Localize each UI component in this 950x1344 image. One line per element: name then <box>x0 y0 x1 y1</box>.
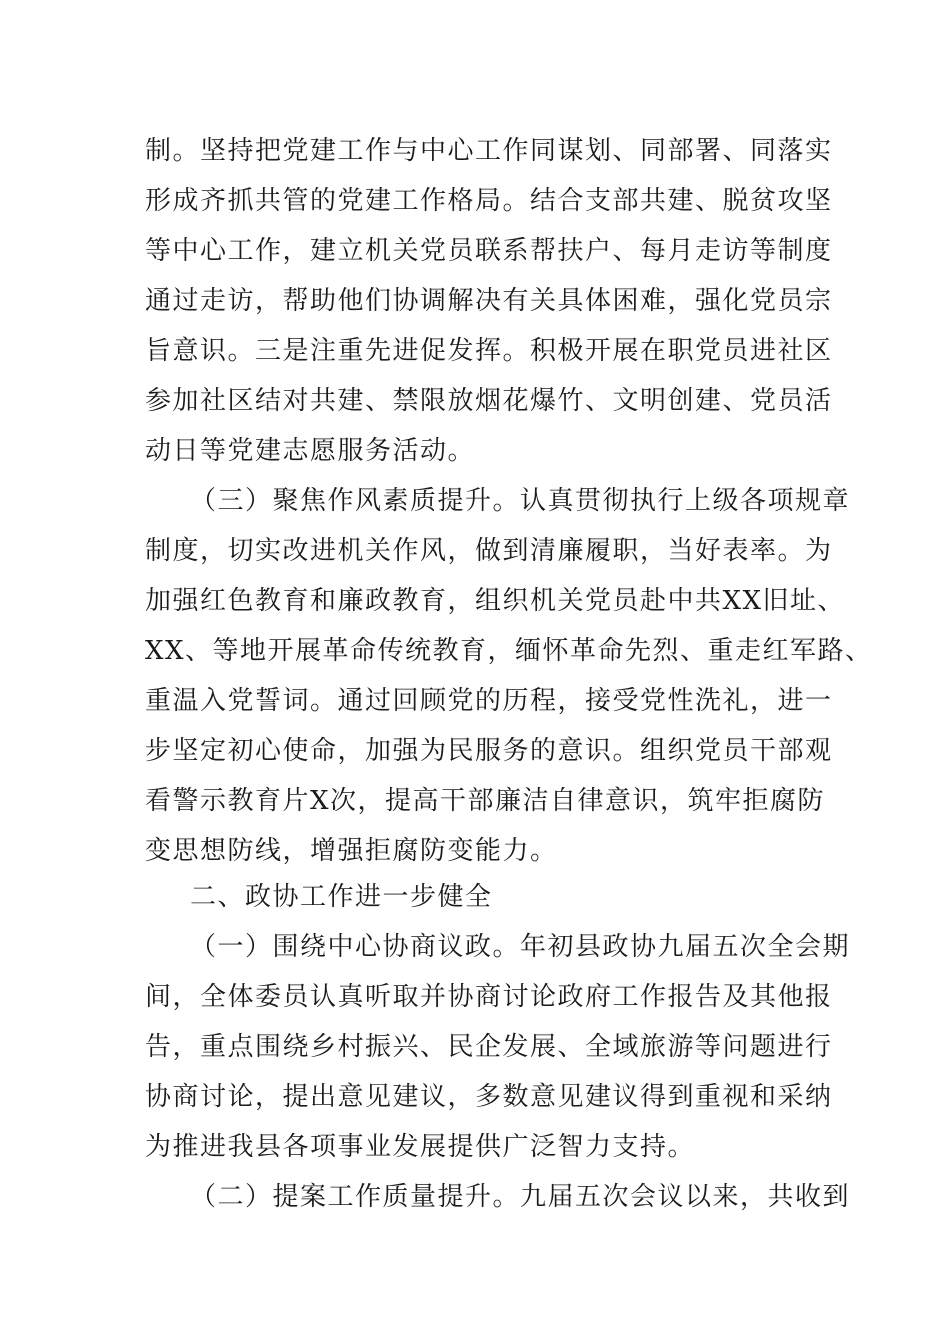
section-heading: 二、政协工作进一步健全 <box>190 882 493 912</box>
text-line: 形成齐抓共管的党建工作格局。结合支部共建、脱贫攻坚 <box>145 186 833 216</box>
text-line: 协商讨论，提出意见建议，多数意见建议得到重视和采纳 <box>145 1082 833 1112</box>
text-line: 变思想防线，增强拒腐防变能力。 <box>145 836 558 866</box>
paragraph-start-line: （三）聚焦作风素质提升。认真贯彻执行上级各项规章 <box>190 486 851 516</box>
text-line: 动日等党建志愿服务活动。 <box>145 436 476 466</box>
paragraph-start-line: （二）提案工作质量提升。九届五次会议以来，共收到 <box>190 1182 851 1212</box>
text-line: 制。坚持把党建工作与中心工作同谋划、同部署、同落实 <box>145 136 833 166</box>
text-line: 旨意识。三是注重先进促发挥。积极开展在职党员进社区 <box>145 336 833 366</box>
text-line: 步坚定初心使命，加强为民服务的意识。组织党员干部观 <box>145 736 833 766</box>
text-line: 告，重点围绕乡村振兴、民企发展、全域旅游等问题进行 <box>145 1032 833 1062</box>
text-line: XX、等地开展革命传统教育，缅怀革命先烈、重走红军路、 <box>145 636 873 666</box>
paragraph-start-line: （一）围绕中心协商议政。年初县政协九届五次全会期 <box>190 932 851 962</box>
text-line: 重温入党誓词。通过回顾党的历程，接受党性洗礼，进一 <box>145 686 833 716</box>
text-line: 看警示教育片X次，提高干部廉洁自律意识，筑牢拒腐防 <box>145 786 826 816</box>
text-line: 通过走访，帮助他们协调解决有关具体困难，强化党员宗 <box>145 286 833 316</box>
text-line: 等中心工作，建立机关党员联系帮扶户、每月走访等制度 <box>145 236 833 266</box>
text-line: 间，全体委员认真听取并协商讨论政府工作报告及其他报 <box>145 982 833 1012</box>
text-line: 加强红色教育和廉政教育，组织机关党员赴中共XX旧址、 <box>145 586 846 616</box>
text-line: 参加社区结对共建、禁限放烟花爆竹、文明创建、党员活 <box>145 386 833 416</box>
text-line: 为推进我县各项事业发展提供广泛智力支持。 <box>145 1132 696 1162</box>
text-line: 制度，切实改进机关作风，做到清廉履职，当好表率。为 <box>145 536 833 566</box>
